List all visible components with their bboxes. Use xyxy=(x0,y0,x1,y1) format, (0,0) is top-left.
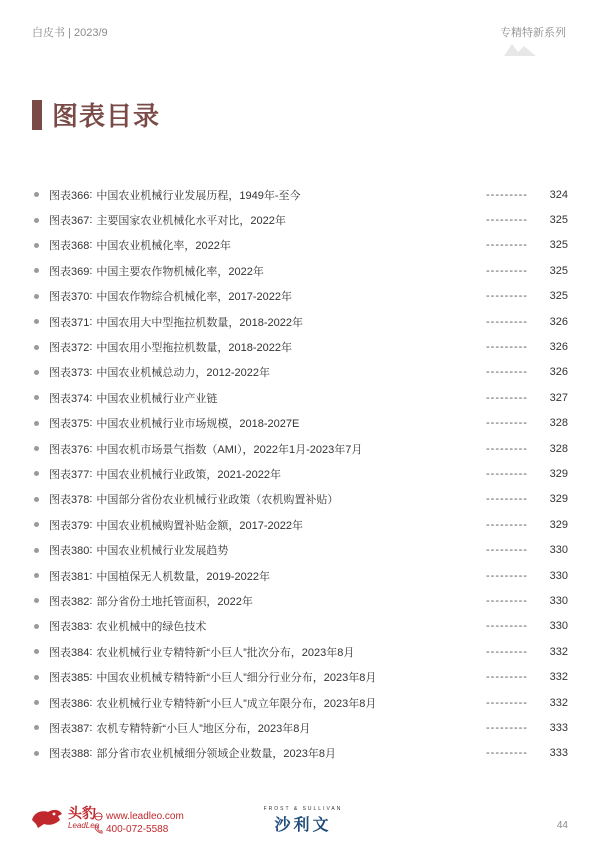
toc-entry-title: 中国农作物综合机械化率，2017-2022年 xyxy=(96,291,293,304)
toc-entry-title: 部分省市农业机械细分领域企业数量，2023年8月 xyxy=(96,748,337,761)
toc-entry-page: 325 xyxy=(549,264,568,277)
toc-entry-title: 中国植保无人机数量，2019-2022年 xyxy=(96,570,271,583)
toc-entry-label: 图表378 xyxy=(49,494,90,507)
toc-entry-title: 中国农业机械购置补贴金额，2017-2022年 xyxy=(96,519,304,532)
bullet-icon xyxy=(34,268,39,273)
toc-entry-page: 326 xyxy=(549,315,568,328)
phone-icon xyxy=(94,825,103,834)
toc-entry-leader: --------- xyxy=(486,747,528,760)
toc-entry-label: 图表387 xyxy=(49,722,90,735)
toc-entry[interactable] xyxy=(32,639,568,664)
toc-entry[interactable] xyxy=(32,436,568,461)
toc-entry-label: 图表385 xyxy=(49,672,90,685)
toc-entry-leader: --------- xyxy=(486,366,528,379)
toc-entry-separator: : xyxy=(89,721,93,734)
toc-entry-leader: --------- xyxy=(486,264,528,277)
toc-entry-separator: : xyxy=(89,747,93,760)
toc-entry-separator: : xyxy=(89,391,93,404)
bullet-icon xyxy=(34,421,39,426)
toc-entry-page: 329 xyxy=(549,493,568,506)
toc-entry-page: 330 xyxy=(549,620,568,633)
toc-entry-page: 326 xyxy=(549,341,568,354)
watermark-logo-icon xyxy=(502,40,538,60)
toc-entry[interactable] xyxy=(32,512,568,537)
toc-entry-page: 325 xyxy=(549,239,568,252)
bullet-icon xyxy=(34,675,39,680)
page-number: 44 xyxy=(556,820,568,831)
bullet-icon xyxy=(34,751,39,756)
toc-entry[interactable] xyxy=(32,411,568,436)
toc-entry-title: 中国农业机械行业市场规模，2018-2027E xyxy=(96,418,300,431)
toc-entry-leader: --------- xyxy=(486,341,528,354)
toc-entry[interactable] xyxy=(32,537,568,562)
toc-entry-title: 中国农业机械行业产业链 xyxy=(96,392,218,405)
title-accent-bar xyxy=(32,100,42,130)
header-left-text: 白皮书 | 2023/9 xyxy=(32,27,108,39)
toc-entry[interactable] xyxy=(32,233,568,258)
toc-entry-title: 中国主要农作物机械化率，2022年 xyxy=(96,265,264,278)
bullet-icon xyxy=(34,522,39,527)
brand-name-en: LeadLeo xyxy=(68,821,100,830)
toc-entry-label: 图表382 xyxy=(49,595,90,608)
page-title: 图表目录 xyxy=(52,101,161,131)
toc-entry-page: 332 xyxy=(549,696,568,709)
bullet-icon xyxy=(34,192,39,197)
toc-entry[interactable] xyxy=(32,309,568,334)
toc-entry-title: 中国农业机械行业发展趋势 xyxy=(96,545,229,558)
bullet-icon xyxy=(34,624,39,629)
toc-entry-label: 图表370 xyxy=(49,291,90,304)
leopard-logo-icon xyxy=(30,806,64,830)
toc-entry[interactable] xyxy=(32,741,568,766)
toc-entry-page: 329 xyxy=(549,467,568,480)
toc-entry[interactable] xyxy=(32,334,568,359)
toc-entry-leader: --------- xyxy=(486,671,528,684)
toc-entry-separator: : xyxy=(89,366,93,379)
toc-entry-page: 330 xyxy=(549,544,568,557)
bullet-icon xyxy=(34,725,39,730)
toc-entry-title: 农业机械行业专精特新“小巨人”成立年限分布，2023年8月 xyxy=(96,697,377,710)
toc-entry-leader: --------- xyxy=(486,645,528,658)
toc-entry[interactable] xyxy=(32,715,568,740)
toc-entry[interactable] xyxy=(32,385,568,410)
toc-entry-separator: : xyxy=(89,671,93,684)
bullet-icon xyxy=(34,598,39,603)
toc-entry-page: 333 xyxy=(549,721,568,734)
bullet-icon xyxy=(34,395,39,400)
toc-entry-page: 330 xyxy=(549,594,568,607)
header-right-text: 专精特新系列 xyxy=(500,27,566,39)
toc-entry-title: 中国农业机械总动力，2012-2022年 xyxy=(96,367,271,380)
toc-entry-leader: --------- xyxy=(486,239,528,252)
toc-entry-separator: : xyxy=(89,467,93,480)
brand-name-cn: 头豹 xyxy=(68,805,96,821)
toc-entry-leader: --------- xyxy=(486,594,528,607)
bullet-icon xyxy=(34,370,39,375)
toc-entry-page: 330 xyxy=(549,569,568,582)
toc-entry[interactable] xyxy=(32,563,568,588)
toc-entry-page: 328 xyxy=(549,417,568,430)
toc-entry-label: 图表374 xyxy=(49,392,90,405)
toc-entry-label: 图表373 xyxy=(49,367,90,380)
toc-entry-label: 图表367 xyxy=(49,215,90,228)
toc-entry-separator: : xyxy=(89,214,93,227)
toc-entry[interactable] xyxy=(32,360,568,385)
toc-entry-leader: --------- xyxy=(486,721,528,734)
toc-entry-title: 中国农用小型拖拉机数量，2018-2022年 xyxy=(96,342,293,355)
toc-entry-leader: --------- xyxy=(486,620,528,633)
toc-entry-label: 图表366 xyxy=(49,189,90,202)
toc-entry-label: 图表386 xyxy=(49,697,90,710)
toc-entry-separator: : xyxy=(89,569,93,582)
toc-entry-label: 图表375 xyxy=(49,418,90,431)
globe-icon xyxy=(94,812,103,821)
toc-entry[interactable] xyxy=(32,258,568,283)
toc-entry-title: 部分省份土地托管面积，2022年 xyxy=(96,595,253,608)
toc-entry-label: 图表384 xyxy=(49,646,90,659)
toc-entry-title: 中国农业机械化率，2022年 xyxy=(96,240,231,253)
toc-entry-separator: : xyxy=(89,493,93,506)
toc-entry[interactable] xyxy=(32,207,568,232)
bullet-icon xyxy=(34,497,39,502)
toc-entry-separator: : xyxy=(89,239,93,252)
bullet-icon xyxy=(34,471,39,476)
toc-entry-leader: --------- xyxy=(486,493,528,506)
bullet-icon xyxy=(34,218,39,223)
toc-entry[interactable] xyxy=(32,614,568,639)
toc-entry-leader: --------- xyxy=(486,696,528,709)
toc-entry-separator: : xyxy=(89,594,93,607)
toc-entry-separator: : xyxy=(89,696,93,709)
toc-entry-separator: : xyxy=(89,264,93,277)
toc-entry-label: 图表381 xyxy=(49,570,90,583)
toc-entry-title: 中国部分省份农业机械行业政策（农机购置补贴） xyxy=(96,494,339,507)
partner-name-cn: 沙利文 xyxy=(274,817,332,834)
toc-entry-label: 图表368 xyxy=(49,240,90,253)
toc-entry-separator: : xyxy=(89,645,93,658)
toc-entry-label: 图表376 xyxy=(49,443,90,456)
brand-logo xyxy=(30,806,99,830)
toc-entry-page: 332 xyxy=(549,671,568,684)
toc-entry-label: 图表379 xyxy=(49,519,90,532)
partner-name-en: FROST & SULLIVAN xyxy=(263,806,343,812)
bullet-icon xyxy=(34,319,39,324)
bullet-icon xyxy=(34,573,39,578)
toc-entry-leader: --------- xyxy=(486,315,528,328)
toc-entry-title: 主要国家农业机械化水平对比，2022年 xyxy=(96,215,286,228)
toc-entry-page: 332 xyxy=(549,645,568,658)
toc-entry-leader: --------- xyxy=(486,518,528,531)
toc-entry-page: 324 xyxy=(549,188,568,201)
bullet-icon xyxy=(34,649,39,654)
toc-entry-leader: --------- xyxy=(486,417,528,430)
toc-entry-label: 图表377 xyxy=(49,468,90,481)
bullet-icon xyxy=(34,446,39,451)
toc-entry-label: 图表372 xyxy=(49,342,90,355)
toc-entry-leader: --------- xyxy=(486,569,528,582)
page-heading xyxy=(32,96,160,133)
toc-entry-leader: --------- xyxy=(486,391,528,404)
toc-entry-leader: --------- xyxy=(486,544,528,557)
toc-entry-title: 中国农用大中型拖拉机数量，2018-2022年 xyxy=(96,316,304,329)
toc-entry-label: 图表369 xyxy=(49,265,90,278)
toc-entry[interactable] xyxy=(32,690,568,715)
toc-entry-title: 中国农业机械专精特新“小巨人”细分行业分布，2023年8月 xyxy=(96,672,377,685)
website-link[interactable]: www.leadleo.com xyxy=(106,811,184,822)
toc-entry-page: 329 xyxy=(549,518,568,531)
toc-entry-leader: --------- xyxy=(486,188,528,201)
bullet-icon xyxy=(34,345,39,350)
bullet-icon xyxy=(34,548,39,553)
toc-entry-separator: : xyxy=(89,341,93,354)
toc-entry-title: 中国农机市场景气指数（AMI），2022年1月-2023年7月 xyxy=(96,443,363,456)
toc-entry-leader: --------- xyxy=(486,214,528,227)
toc-entry-page: 326 xyxy=(549,366,568,379)
toc-entry-separator: : xyxy=(89,544,93,557)
toc-entry-leader: --------- xyxy=(486,290,528,303)
toc-entry-title: 农业机械行业专精特新“小巨人”批次分布，2023年8月 xyxy=(96,646,355,659)
toc-entry-separator: : xyxy=(89,417,93,430)
toc-entry[interactable] xyxy=(32,664,568,689)
toc-entry-separator: : xyxy=(89,188,93,201)
toc-entry-label: 图表371 xyxy=(49,316,90,329)
bullet-icon xyxy=(34,294,39,299)
toc-entry[interactable] xyxy=(32,588,568,613)
toc-entry-title: 中国农业机械行业政策，2021-2022年 xyxy=(96,468,282,481)
toc-entry[interactable] xyxy=(32,487,568,512)
toc-entry-separator: : xyxy=(89,518,93,531)
bullet-icon xyxy=(34,243,39,248)
toc-entry-label: 图表380 xyxy=(49,545,90,558)
toc-entry-label: 图表383 xyxy=(49,621,90,634)
toc-entry-page: 333 xyxy=(549,747,568,760)
table-of-contents xyxy=(32,182,568,766)
toc-entry-title: 农机专精特新“小巨人”地区分布，2023年8月 xyxy=(96,722,311,735)
toc-entry[interactable] xyxy=(32,182,568,207)
toc-entry-leader: --------- xyxy=(486,467,528,480)
toc-entry-separator: : xyxy=(89,442,93,455)
toc-entry-leader: --------- xyxy=(486,442,528,455)
toc-entry-label: 图表388 xyxy=(49,748,90,761)
phone-number: 400-072-5588 xyxy=(106,824,169,835)
toc-entry-separator: : xyxy=(89,620,93,633)
toc-entry-separator: : xyxy=(89,315,93,328)
toc-entry[interactable] xyxy=(32,284,568,309)
toc-entry-title: 农业机械中的绿色技术 xyxy=(96,621,207,634)
bullet-icon xyxy=(34,700,39,705)
toc-entry-title: 中国农业机械行业发展历程，1949年-至今 xyxy=(96,189,301,202)
partner-logo xyxy=(258,806,348,835)
toc-entry-page: 325 xyxy=(549,290,568,303)
toc-entry-page: 327 xyxy=(549,391,568,404)
contact-info xyxy=(94,810,184,836)
toc-entry-page: 325 xyxy=(549,214,568,227)
toc-entry-page: 328 xyxy=(549,442,568,455)
toc-entry-separator: : xyxy=(89,290,93,303)
toc-entry[interactable] xyxy=(32,461,568,486)
